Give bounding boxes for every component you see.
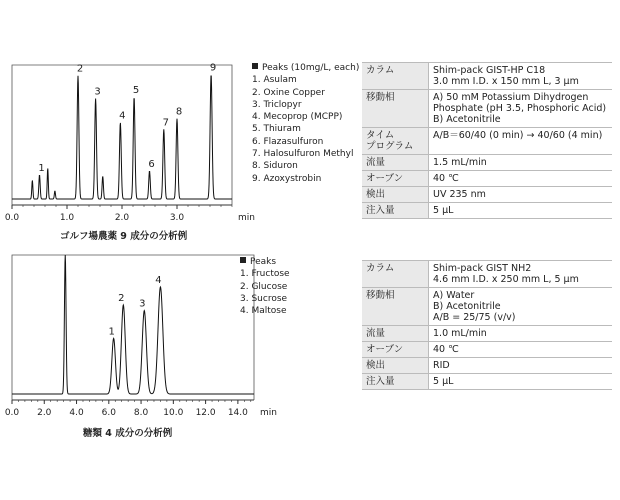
condition-key-line: 注入量 (366, 376, 395, 387)
condition-value-line: 1.5 mL/min (433, 157, 487, 168)
condition-value-line: Shim-pack GIST-HP C18 (433, 65, 546, 76)
chart-caption: ゴルフ場農薬 9 成分の分析例 (60, 231, 188, 242)
condition-key (362, 128, 429, 155)
condition-key-line: 移動相 (366, 92, 395, 103)
x-tick-label: 12.0 (195, 408, 216, 418)
x-tick-label: 6.0 (101, 408, 116, 418)
condition-key (362, 187, 429, 203)
condition-key (362, 288, 429, 326)
legend-item: 3. Sucrose (240, 293, 288, 304)
condition-key-line: オーブン (366, 344, 404, 355)
condition-value-line: Shim-pack GIST NH2 (433, 263, 532, 274)
condition-key (362, 171, 429, 187)
condition-value (429, 342, 613, 358)
condition-value-line: A) 50 mM Potassium Dihydrogen (433, 92, 589, 103)
x-tick-label: 0.0 (4, 408, 20, 418)
condition-row (362, 171, 612, 187)
condition-key (362, 358, 429, 374)
condition-key-line: カラム (366, 65, 395, 76)
condition-value (429, 203, 613, 219)
legend-item: 1. Fructose (240, 269, 290, 280)
condition-row (362, 155, 612, 171)
peak-label-2: 2 (118, 293, 125, 305)
condition-value (429, 171, 613, 187)
condition-value-line: A) Water (433, 290, 475, 301)
condition-row (362, 63, 612, 90)
bottom-chromatogram-panel (0, 250, 620, 500)
legend-item: 2. Oxine Copper (252, 87, 325, 98)
condition-row (362, 374, 612, 390)
condition-value-line: 40 ℃ (433, 173, 459, 184)
condition-value (429, 128, 613, 155)
condition-value (429, 187, 613, 203)
legend-title-row (240, 256, 290, 268)
condition-key-line: オーブン (366, 173, 404, 184)
condition-value-line: 1.0 mL/min (433, 328, 487, 339)
condition-key (362, 203, 429, 219)
condition-value (429, 326, 613, 342)
condition-value (429, 90, 613, 128)
chart-caption: 糖類 4 成分の分析例 (83, 428, 173, 439)
condition-key-line: プログラム (366, 141, 414, 152)
condition-value (429, 374, 613, 390)
condition-key (362, 326, 429, 342)
condition-key (362, 261, 429, 288)
conditions-table-bottom (362, 260, 612, 390)
x-tick-label: 1.0 (59, 213, 75, 223)
condition-key (362, 155, 429, 171)
x-tick-label: 2.0 (114, 213, 130, 223)
condition-value-line: 5 μL (433, 376, 454, 387)
condition-key-line: 流量 (366, 157, 386, 168)
x-tick-label: 14.0 (227, 408, 248, 418)
chromatogram-trace (12, 76, 232, 199)
peak-label-3: 3 (94, 86, 101, 98)
peak-label-4: 4 (119, 110, 126, 122)
condition-value (429, 288, 613, 326)
peak-label-2: 2 (76, 63, 84, 75)
condition-key-line: 流量 (366, 328, 386, 339)
condition-value (429, 63, 613, 90)
condition-value-line: B) Acetonitrile (433, 114, 501, 125)
x-ticks (5, 400, 251, 418)
legend-bullet-icon (240, 257, 246, 263)
condition-key-line: 注入量 (366, 205, 395, 216)
condition-key (362, 374, 429, 390)
legend-item: 5. Thiuram (252, 124, 301, 135)
condition-key-line: 移動相 (366, 290, 395, 301)
legend-item: 2. Glucose (240, 281, 288, 292)
legend-item: 1. Asulam (252, 75, 297, 86)
legend-item: 9. Azoxystrobin (252, 173, 322, 184)
condition-value (429, 155, 613, 171)
peak-label-3: 3 (139, 298, 146, 310)
conditions-table-top (362, 62, 612, 219)
legend-title-row (252, 62, 359, 74)
x-tick-label: 8.0 (133, 408, 149, 418)
legend-item: 7. Halosulfuron Methyl (252, 149, 354, 160)
x-tick-label: 10.0 (163, 408, 184, 418)
legend-item: 8. Siduron (252, 161, 298, 172)
peak-label-7: 7 (162, 117, 169, 129)
condition-row (362, 203, 612, 219)
condition-key (362, 63, 429, 90)
condition-value-line: RID (433, 360, 450, 371)
condition-key-line: カラム (366, 263, 395, 274)
legend-items (240, 268, 290, 317)
condition-value-line: A/B＝60/40 (0 min) → 40/60 (4 min) (433, 130, 603, 141)
condition-value-line: 5 μL (433, 205, 454, 216)
x-ticks (5, 205, 232, 223)
condition-key (362, 90, 429, 128)
legend-items (252, 74, 359, 185)
condition-row (362, 326, 612, 342)
x-unit-label: min (260, 408, 277, 418)
x-tick-label: 0.0 (4, 213, 20, 223)
condition-value (429, 261, 613, 288)
peak-label-1: 1 (38, 162, 45, 174)
condition-row (362, 288, 612, 326)
condition-key (362, 342, 429, 358)
condition-value-line: 3.0 mm I.D. x 150 mm L, 3 μm (433, 76, 579, 87)
legend-item: 4. Maltose (240, 306, 287, 317)
legend-item: 6. Flazasulfuron (252, 136, 324, 147)
condition-row (362, 342, 612, 358)
condition-value-line: UV 235 nm (433, 189, 486, 200)
peak-label-8: 8 (175, 106, 183, 118)
condition-value-line: Phosphate (pH 3.5, Phosphoric Acid) (433, 103, 607, 114)
condition-value-line: B) Acetonitrile (433, 301, 501, 312)
peak-label-1: 1 (108, 326, 115, 338)
chromatogram-trace (12, 255, 254, 394)
x-unit-label: min (238, 213, 255, 223)
condition-key-line: タイム (366, 130, 395, 141)
legend-title: Peaks (10mg/L, each) (262, 63, 360, 73)
condition-row (362, 187, 612, 203)
legend-bullet-icon (252, 63, 258, 69)
condition-row (362, 358, 612, 374)
peak-label-9: 9 (209, 62, 217, 74)
x-tick-label: 2.0 (37, 408, 52, 418)
condition-value (429, 358, 613, 374)
condition-value-line: A/B = 25/75 (v/v) (433, 312, 516, 323)
condition-row (362, 128, 612, 155)
peaks-legend (252, 62, 359, 185)
condition-value-line: 4.6 mm I.D. x 250 mm L, 5 μm (433, 274, 579, 285)
x-tick-label: 4.0 (69, 408, 84, 418)
legend-item: 3. Triclopyr (252, 99, 302, 110)
condition-key-line: 検出 (366, 189, 386, 200)
condition-row (362, 261, 612, 288)
condition-value-line: 40 ℃ (433, 344, 459, 355)
legend-title: Peaks (250, 257, 277, 267)
plot-frame (12, 255, 254, 400)
peak-label-6: 6 (148, 158, 155, 170)
x-tick-label: 3.0 (169, 213, 185, 223)
peaks-legend (240, 256, 290, 317)
condition-row (362, 90, 612, 128)
legend-item: 4. Mecoprop (MCPP) (252, 112, 343, 123)
peak-label-5: 5 (132, 85, 140, 97)
peak-label-4: 4 (155, 274, 162, 286)
condition-key-line: 検出 (366, 360, 386, 371)
